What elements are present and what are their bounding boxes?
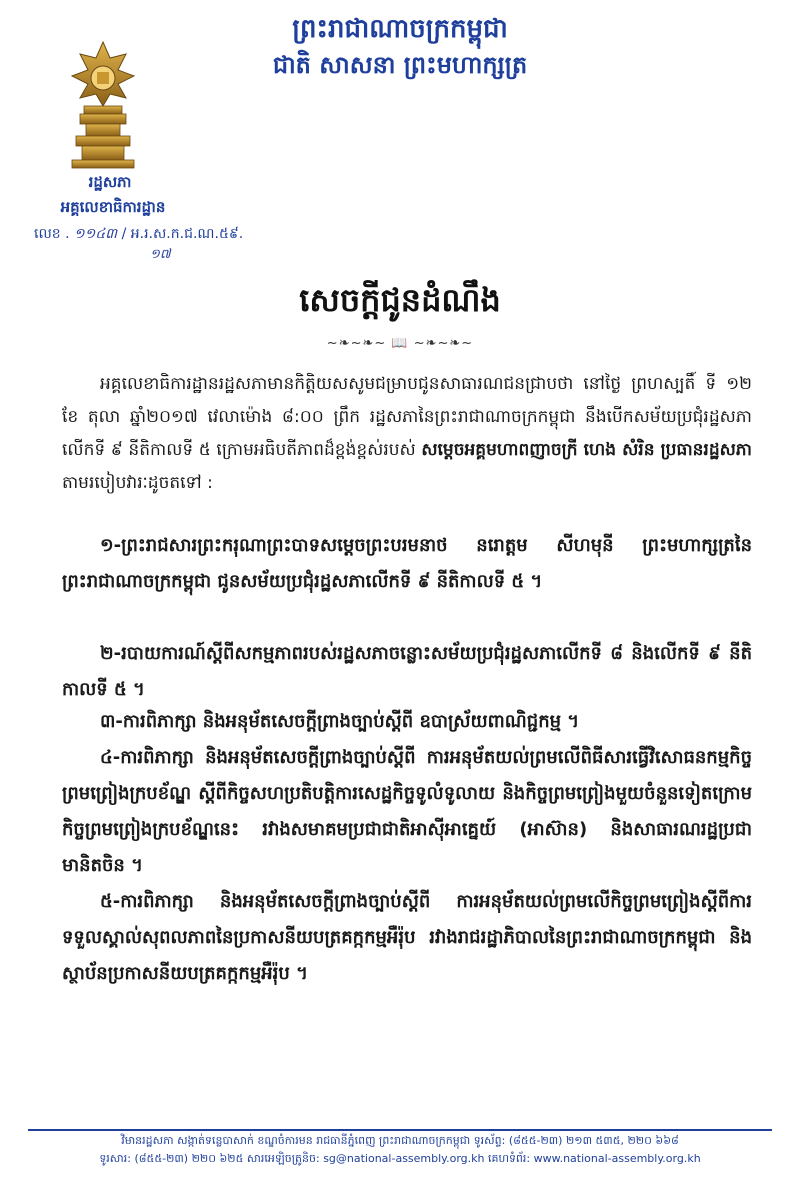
agenda-item-5: ៥-ការពិភាក្សា និងអនុម័តសេចក្តីព្រាងច្បាប់ស្តីពី ការអនុម័តយល់ព្រមលើកិច្ចព្រមព្រៀងស្តីពីការទទួលស្គាល់សុពលភាពនៃប្រកាសនីយបត្រគក្កកម្មអឺរ៉ុប រវាងរាជរដ្ឋាភិបាលនៃព្រះរាជាណាចក្រកម្ពុជា និងស្ថាប័នប្រកាសនីយបត្រគក្កកម្មអឺរ៉ុប ។ (62, 891, 752, 984)
organization-name: រដ្ឋសភា (88, 173, 132, 191)
footer-address: វិមានរដ្ឋសភា សង្កាត់ទន្លេបាសាក់ ខណ្ឌចំការមន រាជធានីភ្នំពេញ ព្រះរាជាណាចក្រកម្ពុជា ទូរស័ព្ទ: (៨៥៥-២៣) ២១៣ ៥៣៥, ២២០ ៦៦៨ (121, 1134, 679, 1147)
intro-paragraph (62, 368, 752, 500)
agenda-item-1: ១-ព្រះរាជសារព្រះករុណាព្រះបាទសម្តេចព្រះបរមនាថ នរោត្តម សីហមុនី ព្រះមហាក្សត្រនៃព្រះរាជាណាចក្រកម្ពុជា ជូនសម័យប្រជុំរដ្ឋសភាលើកទី ៩ នីតិកាលទី ៥ ។ (62, 535, 752, 592)
header-kingdom: ព្រះរាជាណាចក្រកម្ពុជា (292, 14, 508, 44)
organization-department: អគ្គលេខាធិការដ្ឋាន (60, 198, 166, 216)
intro-end: តាមរបៀបវារៈដូចតទៅ : (62, 473, 213, 493)
reference-handwritten-number: ១១៤៣ (74, 226, 118, 242)
header-motto: ជាតិ សាសនា ព្រះមហាក្សត្រ (272, 51, 528, 79)
intro-bold-name: សម្តេចអគ្គមហាពញាចក្រី ហេង សំរិន ប្រធានរដ្ឋសភា (421, 440, 752, 460)
agenda-item-2: ២-របាយការណ៍ស្តីពីសកម្មភាពរបស់រដ្ឋសភាចន្លោះសម័យប្រជុំរដ្ឋសភាលើកទី ៨ និងលើកទី ៩ នីតិកាលទី ៥ ។ (62, 643, 752, 700)
reference-code: អ.រ.ស.ក.ជ.ណ.៥៩. (130, 226, 244, 242)
footer-divider (28, 1129, 772, 1131)
title-ornament: ~❧~❧~ 📖 ~❧~❧~ (326, 336, 474, 351)
intro-text: អគ្គលេខាធិការដ្ឋានរដ្ឋសភាមានកិត្តិយសសូមជម្រាបជូនសាធារណជនជ្រាបថា នៅថ្ងៃ ព្រហស្បតិ៍ ទី ១២ ខែ តុលា ឆ្នាំ២០១៧ វេលាម៉ោង ៨:០០ ព្រឹក រដ្ឋសភានៃព្រះរាជាណាចក្រកម្ពុជា នឹងបើកសម័យប្រជុំរដ្ឋសភាលើកទី ៩ នីតិកាលទី ៥ ក្រោមអធិបតីភាពដ៏ខ្ពង់ខ្ពស់របស់ (62, 374, 752, 460)
document-title: សេចក្តីជូនដំណឹង (299, 281, 501, 319)
reference-handwritten-suffix: ១៧ (150, 247, 171, 262)
footer-contact: ទូរសារ: (៨៥៥-២៣) ២២០ ៦២៥ សារអេឡិចត្រូនិច: sg@national-assembly.org.kh គេហទំព័រ: www.national-assembly.org.kh (99, 1152, 701, 1165)
reference-number: លេខ . ១១៤៣ / អ.រ.ស.ក.ជ.ណ.៥៩. (34, 226, 244, 242)
reference-prefix: លេខ (34, 226, 61, 242)
agenda-item-4: ៤-ការពិភាក្សា និងអនុម័តសេចក្តីព្រាងច្បាប់ស្តីពី ការអនុម័តយល់ព្រមលើពិធីសារធ្វើវិសោធនកម្មកិច្ចព្រមព្រៀងក្របខ័ណ្ឌ ស្តីពីកិច្ចសហប្រតិបត្តិការសេដ្ឋកិច្ចទូលំទូលាយ និងកិច្ចព្រមព្រៀងមួយចំនួនទៀតក្រោមកិច្ចព្រមព្រៀងក្របខ័ណ្ឌនេះ រវាងសមាគមប្រជាជាតិអាស៊ីអាគ្នេយ៍ (អាស៊ាន) និងសាធារណរដ្ឋប្រជាមានិតចិន ។ (62, 747, 752, 876)
agenda-item-3: ៣-ការពិភាក្សា និងអនុម័តសេចក្តីព្រាងច្បាប់ស្តីពី ឧបាស្រ័យពាណិជ្ជកម្ម ។ (100, 711, 580, 732)
